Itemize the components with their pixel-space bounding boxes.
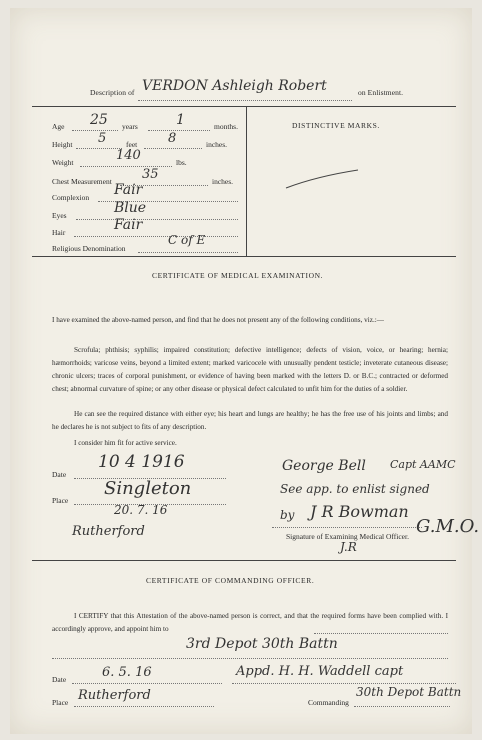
co-commanding-value: 30th Depot Battn [356, 685, 462, 699]
co-commanding-label: Commanding [308, 698, 349, 707]
complexion-value: Fair [114, 182, 143, 198]
inches-label: inches. [206, 140, 228, 149]
medical-heading: CERTIFICATE OF MEDICAL EXAMINATION. [152, 271, 324, 280]
hw-by: by [280, 508, 295, 522]
co-commanding-line [354, 706, 450, 707]
hair-line [74, 236, 238, 237]
box-top-border [32, 106, 456, 107]
hair-value: Fair [114, 217, 143, 233]
lbs-label: lbs. [176, 158, 187, 167]
section-divider [32, 560, 456, 561]
name-dotted-line [138, 100, 352, 101]
height-feet-value: 5 [98, 131, 107, 146]
distinctive-marks-stroke [282, 168, 362, 192]
eyes-label: Eyes [52, 211, 67, 220]
co-heading: CERTIFICATE OF COMMANDING OFFICER. [146, 576, 315, 585]
medical-date-label: Date [52, 470, 67, 479]
co-signature-value: Appd. H. H. Waddell capt [236, 664, 404, 679]
hair-label: Hair [52, 228, 66, 237]
age-label: Age [52, 122, 65, 131]
years-label: years [122, 122, 138, 131]
religion-value: C of E [168, 233, 206, 247]
age-months-line [148, 130, 210, 131]
medical-para-1: I have examined the above-named person, and find that he does not present any of the following conditions, viz.:— [52, 316, 384, 324]
co-signature-line [232, 683, 456, 684]
box-bottom-border [32, 256, 456, 257]
co-unit-line [52, 658, 448, 659]
signature-label: Signature of Examining Medical Officer. [286, 532, 409, 541]
height-inches-line [144, 148, 202, 149]
medical-para-2: Scrofula; phthisis; syphilis; impaired constitution; defective intelligence; defects of vision, voice, or hearing; hernia; hæmorrhoids; varicose veins, beyond a limited extent; marked varicocele with unusually pendent testicle; inveterate cutaneous disease; chronic ulcers; traces of corporal punishment, or evidence of having been marked with the letters D. or B.C.; contracted or deformed chest; abnormal curvature of spine; or any other disease or physical defect calculated to unfit him for the duties of a soldier. [52, 346, 448, 393]
distinctive-marks-label: DISTINCTIVE MARKS. [292, 121, 380, 130]
weight-value: 140 [116, 148, 141, 163]
co-place-label: Place [52, 698, 69, 707]
co-date-value: 6. 5. 16 [102, 665, 152, 680]
religion-label: Religious Denomination [52, 244, 126, 253]
hw-bowman: J R Bowman [310, 502, 409, 521]
age-months-value: 1 [176, 112, 185, 128]
on-enlistment-label: on Enlistment. [358, 88, 404, 97]
co-unit-value: 3rd Depot 30th Battn [186, 636, 338, 652]
age-years-line [72, 130, 118, 131]
hw-see-app: See app. to enlist signed [280, 482, 430, 496]
chest-value: 35 [142, 167, 159, 182]
hw-jr: J.R [340, 540, 357, 554]
medical-place-value: Singleton [104, 478, 192, 499]
feet-label: feet [126, 140, 138, 149]
attestation-page [10, 8, 480, 734]
eyes-line [76, 219, 238, 220]
religion-line [138, 252, 238, 253]
medical-para-4: I consider him fit for active service. [74, 439, 177, 447]
hw-rutherford: Rutherford [72, 524, 145, 539]
height-label: Height [52, 140, 73, 149]
chest-label: Chest Measurement [52, 177, 112, 186]
hw-capt-aamc: Capt AAMC [390, 458, 456, 471]
medical-date-value: 10 4 1916 [98, 452, 185, 472]
co-place-value: Rutherford [78, 688, 151, 703]
description-of-label: Description of [90, 88, 135, 97]
complexion-label: Complexion [52, 193, 90, 202]
medical-para-3: He can see the required distance with either eye; his heart and lungs are healthy; he has the free use of his joints and limbs; and he declares he is not subject to fits of any description. [52, 410, 448, 431]
medical-place-label: Place [52, 496, 69, 505]
hw-gmo: G.M.O. [416, 516, 480, 537]
eyes-value: Blue [114, 200, 147, 216]
box-divider [246, 106, 247, 256]
co-date-line [72, 683, 222, 684]
hw-signature-george-bell: George Bell [282, 458, 366, 474]
co-place-line [74, 706, 214, 707]
soldier-name: VERDON Ashleigh Robert [142, 78, 327, 94]
weight-label: Weight [52, 158, 74, 167]
co-para-1: I CERTIFY that this Attestation of the above-named person is correct, and that the required forms have been complied with. I accordingly approve, and appoint him to [52, 612, 448, 633]
hw-date-20-7-16: 20. 7. 16 [114, 503, 168, 517]
co-date-label: Date [52, 675, 67, 684]
chest-inches-label: inches. [212, 177, 234, 186]
height-inches-value: 8 [168, 131, 177, 146]
medical-signature-line [272, 527, 422, 528]
age-years-value: 25 [90, 112, 108, 128]
co-appoint-line [314, 633, 448, 634]
months-label: months. [214, 122, 238, 131]
